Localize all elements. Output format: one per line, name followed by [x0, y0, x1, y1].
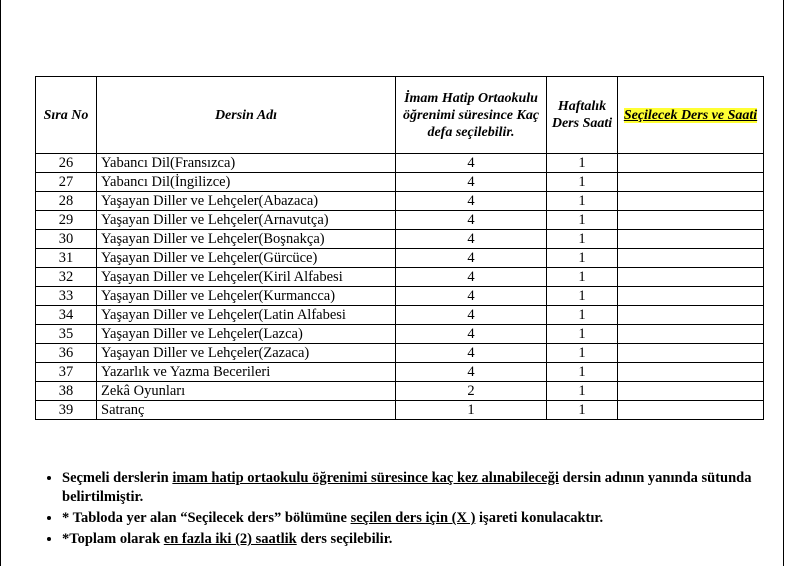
row-name-cell: Yaşayan Diller ve Lehçeler(Zazaca) [97, 344, 396, 363]
row-hours-cell: 1 [547, 230, 618, 249]
row-name-cell: Yaşayan Diller ve Lehçeler(Kiril Alfabesi [97, 268, 396, 287]
row-name-cell: Yaşayan Diller ve Lehçeler(Abazaca) [97, 192, 396, 211]
header-no: Sıra No [36, 77, 97, 154]
row-select-cell[interactable] [618, 230, 764, 249]
row-name-cell: Yazarlık ve Yazma Becerileri [97, 363, 396, 382]
table-row [36, 230, 764, 249]
table-row [36, 401, 764, 420]
row-times-cell: 4 [396, 325, 547, 344]
row-times-cell: 4 [396, 249, 547, 268]
note-emphasis: en fazla iki (2) saatlik [163, 531, 297, 547]
row-select-cell[interactable] [618, 363, 764, 382]
row-hours-cell: 1 [547, 363, 618, 382]
row-select-cell[interactable] [618, 249, 764, 268]
row-name-cell: Yaşayan Diller ve Lehçeler(Arnavutça) [97, 211, 396, 230]
note-item: • *Toplam olarak en fazla iki (2) saatlik ders seçilebilir. [62, 530, 762, 549]
row-no-cell: 35 [36, 325, 97, 344]
row-times-cell: 4 [396, 363, 547, 382]
note-item: • Seçmeli derslerin imam hatip ortaokulu öğrenimi süresince kaç kez alınabileceği dersin adının yanında sütunda belirtilmiştir. [62, 469, 762, 507]
row-name-cell: Yabancı Dil(İngilizce) [97, 173, 396, 192]
table-row [36, 249, 764, 268]
row-name-cell: Satranç [97, 401, 396, 420]
row-no-cell: 37 [36, 363, 97, 382]
row-name-cell: Yaşayan Diller ve Lehçeler(Lazca) [97, 325, 396, 344]
row-hours-cell: 1 [547, 249, 618, 268]
row-hours-cell: 1 [547, 173, 618, 192]
table-row [36, 363, 764, 382]
row-hours-cell: 1 [547, 154, 618, 173]
header-weekly-hours: Haftalık Ders Saati [547, 77, 618, 154]
row-times-cell: 4 [396, 211, 547, 230]
note-emphasis: seçilen ders için (X ) [350, 510, 476, 526]
row-name-cell: Yaşayan Diller ve Lehçeler(Latin Alfabesi [97, 306, 396, 325]
table-row [36, 287, 764, 306]
note-emphasis: imam hatip ortaokulu öğrenimi süresince kaç kez alınabileceği [172, 470, 559, 486]
row-hours-cell: 1 [547, 287, 618, 306]
table-row [36, 268, 764, 287]
row-times-cell: 4 [396, 173, 547, 192]
row-select-cell[interactable] [618, 154, 764, 173]
table-row [36, 192, 764, 211]
row-select-cell[interactable] [618, 325, 764, 344]
row-times-cell: 4 [396, 154, 547, 173]
header-times-selectable: İmam Hatip Ortaokulu öğrenimi süresince Kaç defa seçilebilir. [396, 77, 547, 154]
row-hours-cell: 1 [547, 344, 618, 363]
row-name-cell: Yaşayan Diller ve Lehçeler(Kurmancca) [97, 287, 396, 306]
page-border-right [783, 0, 784, 566]
row-hours-cell: 1 [547, 325, 618, 344]
note-item: • * Tabloda yer alan “Seçilecek ders” bölümüne seçilen ders için (X ) işareti konulacaktır. [62, 509, 762, 528]
row-no-cell: 32 [36, 268, 97, 287]
page-border-left [0, 0, 1, 566]
row-times-cell: 1 [396, 401, 547, 420]
row-hours-cell: 1 [547, 382, 618, 401]
row-no-cell: 38 [36, 382, 97, 401]
table-header-row [36, 77, 764, 154]
notes-list [20, 469, 762, 551]
row-select-cell[interactable] [618, 382, 764, 401]
row-select-cell[interactable] [618, 173, 764, 192]
row-name-cell: Zekâ Oyunları [97, 382, 396, 401]
row-hours-cell: 1 [547, 306, 618, 325]
table-row [36, 306, 764, 325]
header-selection [618, 77, 764, 154]
row-no-cell: 28 [36, 192, 97, 211]
row-select-cell[interactable] [618, 306, 764, 325]
row-no-cell: 29 [36, 211, 97, 230]
row-select-cell[interactable] [618, 344, 764, 363]
table-row [36, 382, 764, 401]
row-hours-cell: 1 [547, 192, 618, 211]
row-no-cell: 27 [36, 173, 97, 192]
row-hours-cell: 1 [547, 211, 618, 230]
elective-courses-table [35, 76, 764, 420]
table-row [36, 211, 764, 230]
row-select-cell[interactable] [618, 268, 764, 287]
header-course-name: Dersin Adı [97, 77, 396, 154]
row-no-cell: 31 [36, 249, 97, 268]
row-no-cell: 26 [36, 154, 97, 173]
row-times-cell: 4 [396, 230, 547, 249]
table-row [36, 173, 764, 192]
table-row [36, 344, 764, 363]
table-row [36, 325, 764, 344]
row-times-cell: 4 [396, 287, 547, 306]
row-times-cell: 4 [396, 268, 547, 287]
row-hours-cell: 1 [547, 268, 618, 287]
header-selection-label: Seçilecek Ders ve Saati [623, 107, 758, 123]
row-select-cell[interactable] [618, 287, 764, 306]
row-hours-cell: 1 [547, 401, 618, 420]
row-select-cell[interactable] [618, 192, 764, 211]
row-no-cell: 39 [36, 401, 97, 420]
row-times-cell: 4 [396, 306, 547, 325]
table-row [36, 154, 764, 173]
row-no-cell: 34 [36, 306, 97, 325]
row-name-cell: Yaşayan Diller ve Lehçeler(Gürcüce) [97, 249, 396, 268]
row-times-cell: 2 [396, 382, 547, 401]
row-select-cell[interactable] [618, 401, 764, 420]
row-times-cell: 4 [396, 344, 547, 363]
row-no-cell: 36 [36, 344, 97, 363]
row-name-cell: Yaşayan Diller ve Lehçeler(Boşnakça) [97, 230, 396, 249]
row-no-cell: 33 [36, 287, 97, 306]
row-no-cell: 30 [36, 230, 97, 249]
row-select-cell[interactable] [618, 211, 764, 230]
row-times-cell: 4 [396, 192, 547, 211]
row-name-cell: Yabancı Dil(Fransızca) [97, 154, 396, 173]
